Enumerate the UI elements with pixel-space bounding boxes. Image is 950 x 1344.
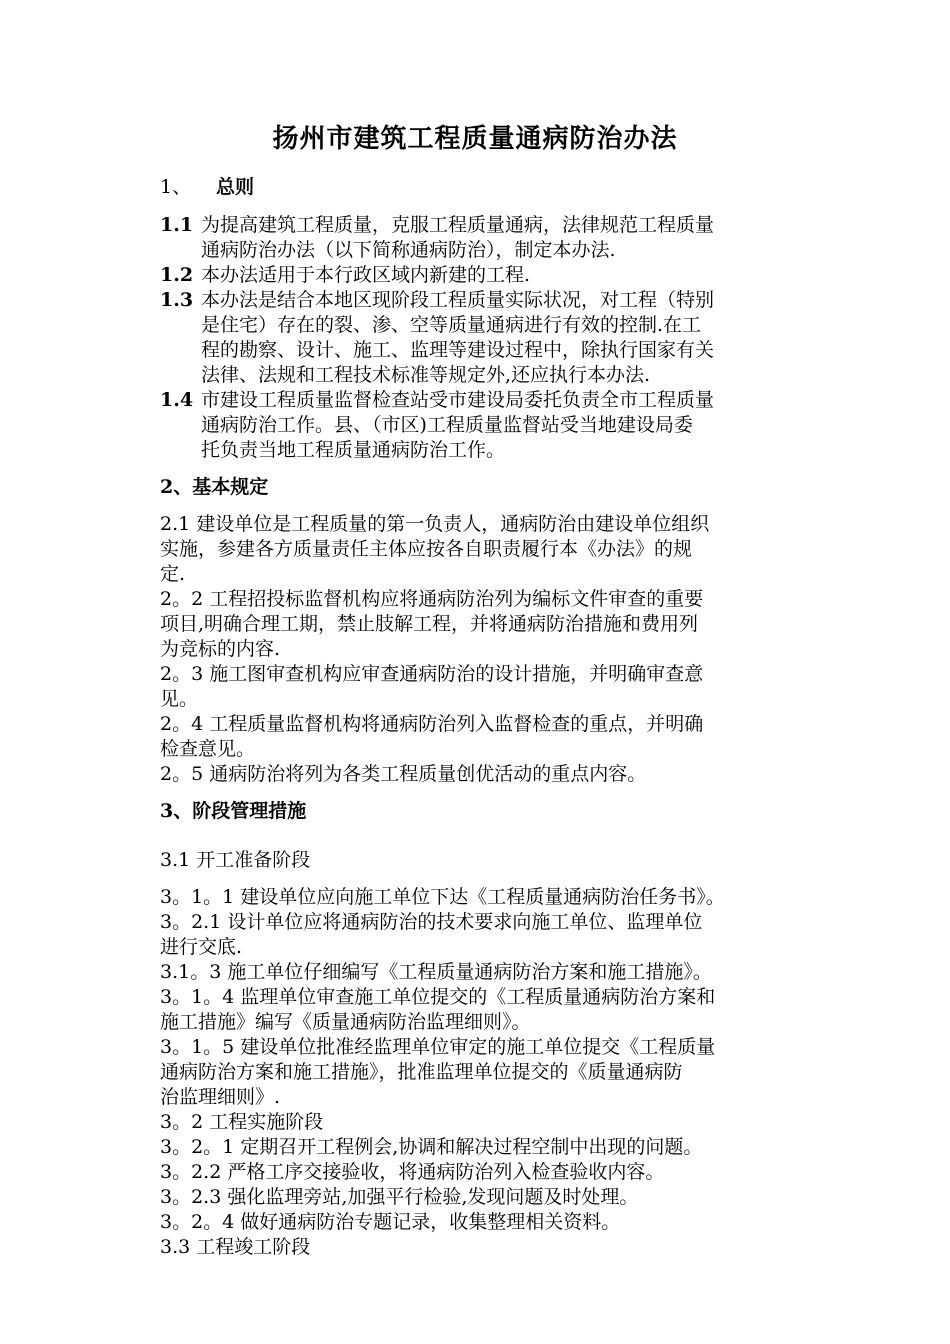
item-1-4-line: 市建设工程质量监督检查站受市建设局委托负责全市工程质量 (201, 389, 715, 411)
section-3-line: 3。1。5 建设单位批准经监理单位审定的施工单位提交《工程质量 (160, 1036, 716, 1058)
section-2-heading: 2、基本规定 (160, 476, 269, 498)
section-3-line: 通病防治方案和施工措施》，批准监理单位提交的《质量通病防 (160, 1061, 683, 1083)
item-1-3-line: 法律、法规和工程技术标准等规定外,还应执行本办法. (201, 364, 651, 386)
item-1-2-line: 本办法适用于本行政区域内新建的工程. (201, 264, 531, 286)
section-3-line: 3。1。1 建设单位应向施工单位下达《工程质量通病防治任务书》。 (160, 886, 725, 908)
section-3-line: 3。2。4 做好通病防治专题记录，收集整理相关资料。 (160, 1211, 621, 1233)
section-3-line: 3。2.2 严格工序交接验收，将通病防治列入检查验收内容。 (160, 1161, 665, 1183)
section-2-line: 2。5 通病防治将列为各类工程质量创优活动的重点内容。 (160, 763, 647, 785)
item-1-4-line: 托负责当地工程质量通病防治工作。 (201, 439, 506, 461)
section-3-heading: 3、阶段管理措施 (160, 800, 307, 822)
section-2-line: 实施，参建各方质量责任主体应按各自职责履行本《办法》的规 (160, 538, 693, 560)
section-3-line: 3。1。4 监理单位审查施工单位提交的《工程质量通病防治方案和 (160, 986, 716, 1008)
section-2-line: 检查意见。 (160, 738, 256, 760)
document-title: 扬州市建筑工程质量通病防治办法 (272, 124, 678, 154)
item-1-3-line: 程的勘察、设计、施工、监理等建设过程中，除执行国家有关 (201, 339, 715, 361)
section-3-line: 进行交底. (160, 936, 243, 958)
section-2-line: 见。 (160, 688, 199, 710)
item-1-3-line: 本办法是结合本地区现阶段工程质量实际状况，对工程（特别 (201, 289, 715, 311)
section-3-line: 3。2。1 定期召开工程例会,协调和解决过程空制中出现的问题。 (160, 1136, 703, 1158)
item-1-3-number: 1.3 (160, 289, 194, 311)
section-1-number: 1、 (160, 176, 192, 198)
item-1-4-number: 1.4 (160, 389, 194, 411)
item-1-2-number: 1.2 (160, 264, 194, 286)
item-1-3-line: 是住宅）存在的裂、渗、空等质量通病进行有效的控制.在工 (201, 314, 702, 336)
section-2-line: 2。4 工程质量监督机构将通病防治列入监督检查的重点，并明确 (160, 713, 704, 735)
section-2-line: 2.1 建设单位是工程质量的第一负责人，通病防治由建设单位组织 (160, 513, 710, 535)
section-2-line: 定. (160, 563, 186, 585)
section-2-line: 项目,明确合理工期，禁止肢解工程，并将通病防治措施和费用列 (160, 613, 699, 635)
section-1-heading: 总则 (216, 176, 255, 198)
item-1-1-line: 通病防治办法（以下简称通病防治），制定本办法. (201, 239, 616, 261)
section-2-line: 2。3 施工图审查机构应审查通病防治的设计措施，并明确审查意 (160, 663, 704, 685)
section-3-line: 3.1。3 施工单位仔细编写《工程质量通病防治方案和施工措施》。 (160, 961, 712, 983)
section-3-line: 3。2.1 设计单位应将通病防治的技术要求向施工单位、监理单位 (160, 911, 703, 933)
item-1-4-line: 通病防治工作。县、（市区)工程质量监督站受当地建设局委 (201, 414, 693, 436)
section-2-line: 为竞标的内容. (160, 638, 281, 660)
section-3-line: 施工措施》编写《质量通病防治监理细则》。 (160, 1011, 531, 1033)
item-1-1-number: 1.1 (160, 214, 194, 236)
section-3-line: 治监理细则》. (160, 1086, 281, 1108)
section-2-line: 2。2 工程招投标监督机构应将通病防治列为编标文件审查的重要 (160, 588, 704, 610)
section-3-subheading: 3.1 开工准备阶段 (160, 849, 311, 871)
section-3-line: 3。2 工程实施阶段 (160, 1111, 324, 1133)
item-1-1-line: 为提高建筑工程质量，克服工程质量通病，法律规范工程质量 (201, 214, 715, 236)
section-3-line: 3。2.3 强化监理旁站,加强平行检验,发现问题及时处理。 (160, 1186, 639, 1208)
section-3-line: 3.3 工程竣工阶段 (160, 1236, 311, 1258)
